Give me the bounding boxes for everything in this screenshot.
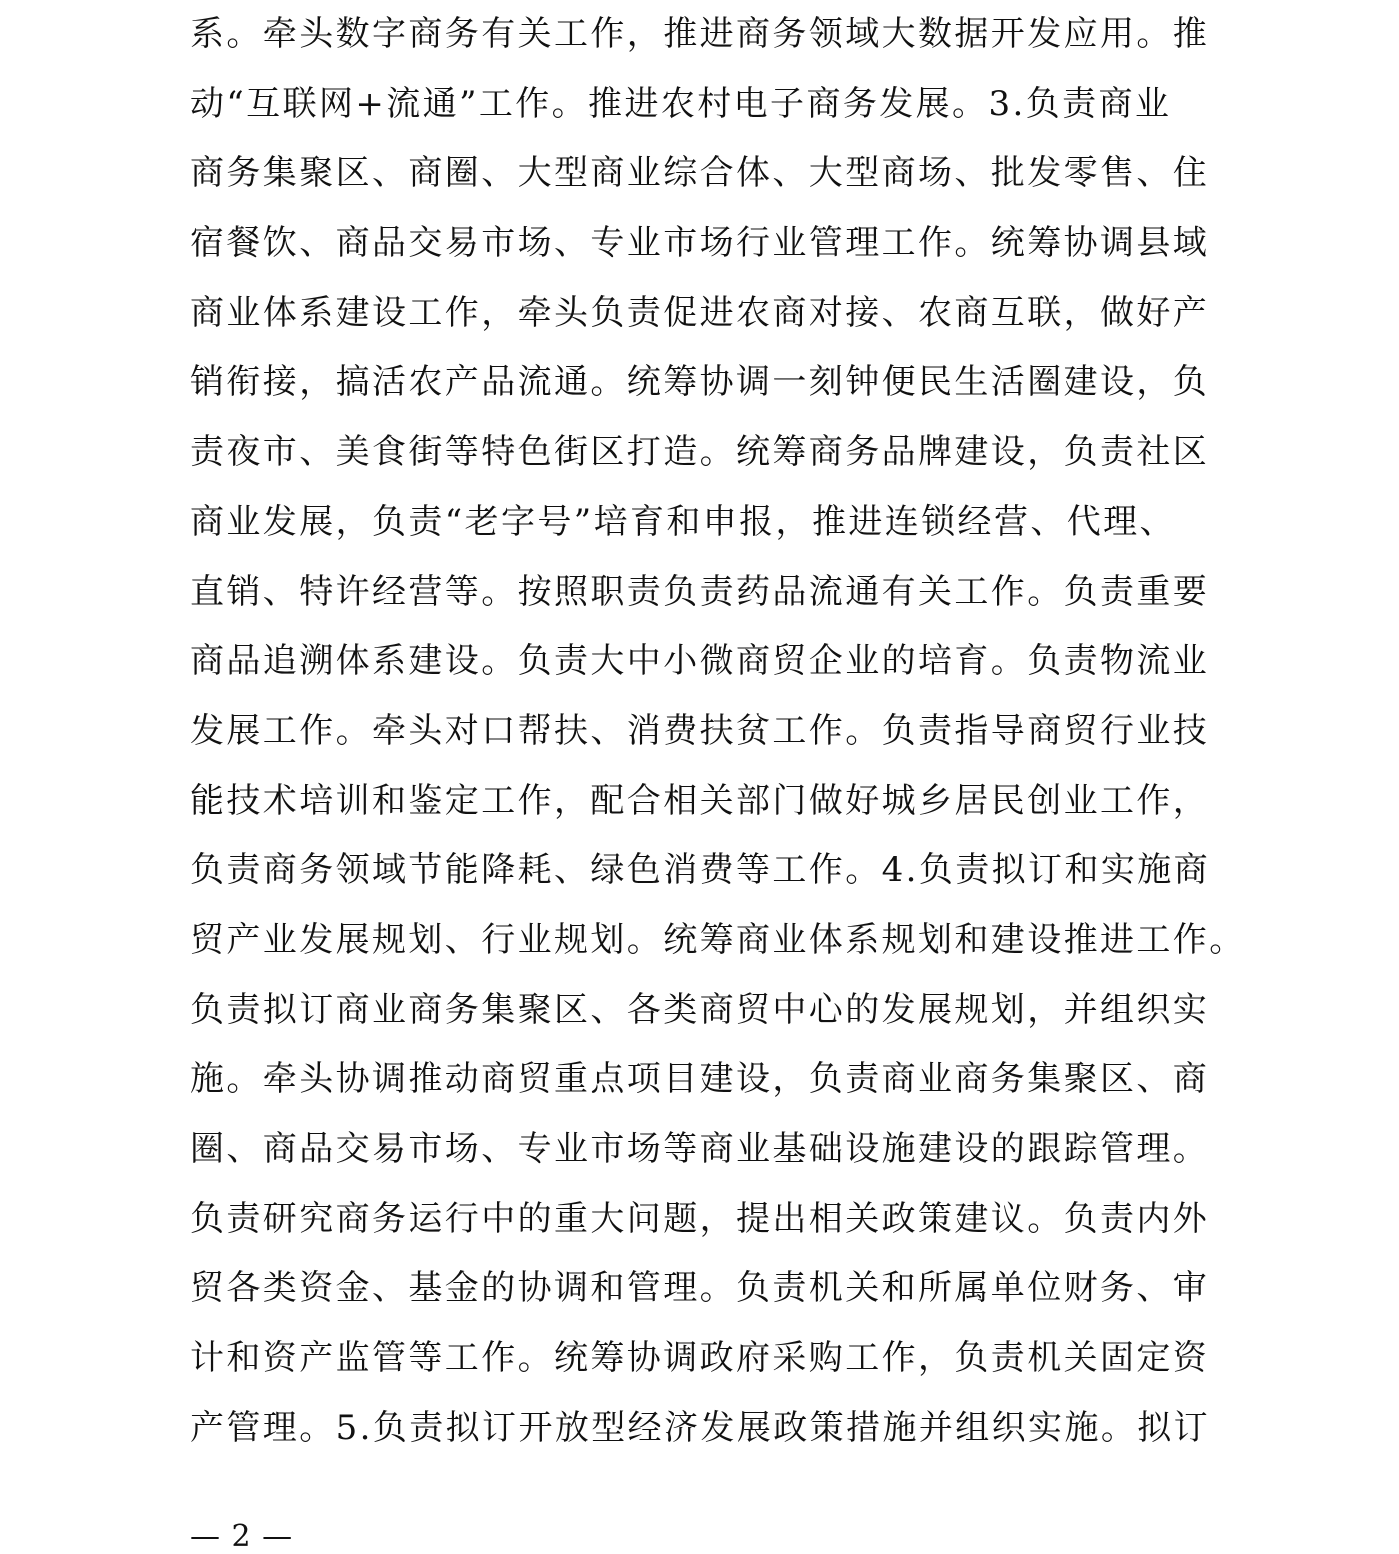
text-line: 圈、商品交易市场、专业市场等商业基础设施建设的跟踪管理。 — [190, 1129, 1210, 1169]
text-line: 施。牵头协调推动商贸重点项目建设，负责商业商务集聚区、商 — [190, 1059, 1210, 1100]
text-line: 发展工作。牵头对口帮扶、消费扶贫工作。负责指导商贸行业技 — [190, 710, 1210, 751]
text-line: 宿餐饮、商品交易市场、专业市场行业管理工作。统筹协调县域 — [190, 223, 1210, 264]
text-line: 商品追溯体系建设。负责大中小微商贸企业的培育。负责物流业 — [190, 641, 1210, 682]
text-line: 商业体系建设工作，牵头负责促进农商对接、农商互联，做好产 — [190, 292, 1210, 333]
text-line: 销衔接，搞活农产品流通。统筹协调一刻钟便民生活圈建设，负 — [190, 362, 1210, 403]
text-line: 直销、特许经营等。按照职责负责药品流通有关工作。负责重要 — [190, 571, 1210, 612]
text-line: 贸各类资金、基金的协调和管理。负责机关和所属单位财务、审 — [190, 1268, 1210, 1309]
text-line: 贸产业发展规划、行业规划。统筹商业体系规划和建设推进工作。 — [190, 919, 1246, 960]
text-line: 负责商务领域节能降耗、绿色消费等工作。4.负责拟订和实施商 — [190, 850, 1211, 891]
text-line: 商务集聚区、商圈、大型商业综合体、大型商场、批发零售、住 — [190, 153, 1210, 194]
page-number: — 2 — — [190, 1519, 294, 1554]
body-text — [190, 0, 1270, 1463]
text-line: 系。牵头数字商务有关工作，推进商务领域大数据开发应用。推 — [190, 14, 1210, 54]
text-line: 产管理。5.负责拟订开放型经济发展政策措施并组织实施。拟订 — [190, 1407, 1211, 1448]
text-line: 负责拟订商业商务集聚区、各类商贸中心的发展规划，并组织实 — [190, 989, 1210, 1030]
text-line: 商业发展，负责“老字号”培育和申报，推进连锁经营、代理、 — [190, 501, 1176, 542]
text-line: 计和资产监管等工作。统筹协调政府采购工作，负责机关固定资 — [190, 1338, 1210, 1379]
text-line: 动“互联网+流通”工作。推进农村电子商务发展。3.负责商业 — [190, 83, 1172, 124]
text-line: 负责研究商务运行中的重大问题，提出相关政策建议。负责内外 — [190, 1198, 1210, 1239]
text-line: 责夜市、美食街等特色街区打造。统筹商务品牌建设，负责社区 — [190, 432, 1210, 473]
text-line: 能技术培训和鉴定工作，配合相关部门做好城乡居民创业工作， — [190, 780, 1210, 821]
